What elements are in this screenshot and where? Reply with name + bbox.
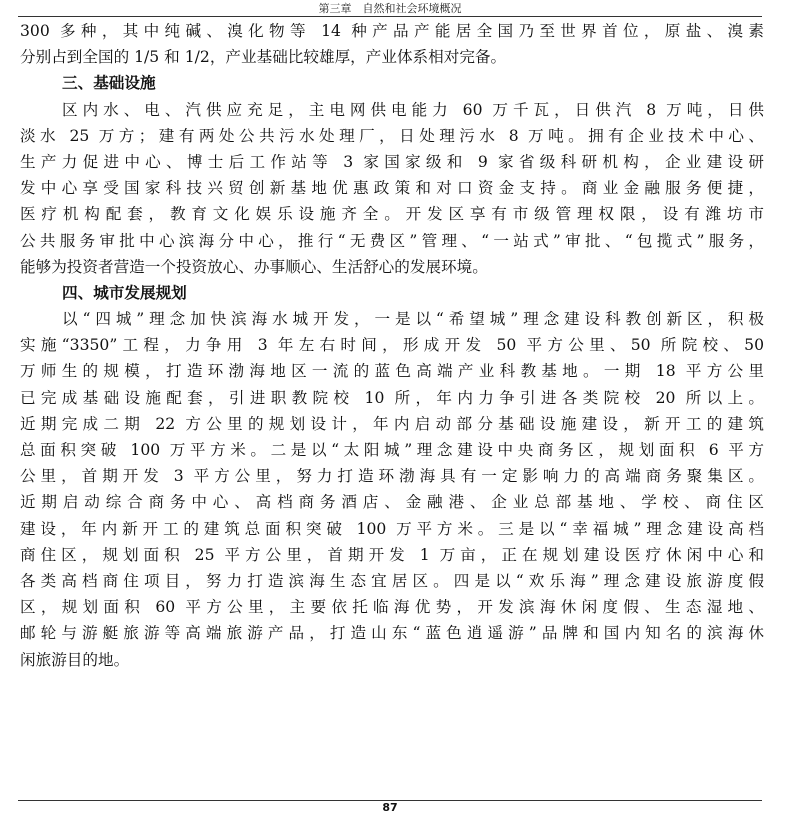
body-text (20, 18, 764, 673)
paragraph-line: 医疗机构配套，教育文化娱乐设施齐全。开发区享有市级管理权限，设有潍坊市 (20, 205, 764, 224)
paragraph-line: 能够为投资者营造一个投资放心、办事顺心、生活舒心的发展环境。 (20, 257, 488, 276)
paragraph-line: 分别占到全国的 1/5 和 1/2，产业基础比较雄厚，产业体系相对完备。 (20, 48, 507, 67)
paragraph-line: 公共服务审批中心滨海分中心，推行“无费区”管理、“一站式”审批、“包揽式”服务， (20, 231, 764, 250)
paragraph-line: 公里，首期开发 3 平方公里，努力打造环渤海具有一定影响力的高端商务聚集区。 (20, 467, 764, 486)
paragraph-line: 万师生的规模，打造环渤海地区一流的蓝色高端产业科教基地。一期 18 平方公里 (20, 362, 764, 381)
paragraph-line: 300 多种，其中纯碱、溴化物等 14 种产品产能居全国乃至世界首位，原盐、溴素 (20, 22, 764, 40)
running-header: 第三章 自然和社会环境概况 (318, 2, 462, 15)
paragraph-line: 邮轮与游艇旅游等高端旅游产品，打造山东“蓝色逍遥游”品牌和国内知名的滨海休 (20, 624, 764, 643)
header-divider (18, 16, 762, 17)
paragraph-line: 建设，年内新开工的建筑总面积突破 100 万平方米。三是以“幸福城”理念建设高档 (20, 519, 764, 538)
paragraph-line: 区内水、电、汽供应充足，主电网供电能力 60 万千瓦，日供汽 8 万吨，日供 (62, 100, 764, 119)
paragraph-line: 生产力促进中心、博士后工作站等 3 家国家级和 9 家省级科研机构，企业建设研 (20, 152, 764, 171)
section-heading-urban-planning: 四、城市发展规划 (62, 283, 187, 302)
paragraph-line: 已完成基础设施配套，引进职教院校 10 所，年内力争引进各类院校 20 所以上。 (20, 388, 764, 407)
paragraph-line: 区，规划面积 60 平方公里，主要依托临海优势，开发滨海休闲度假、生态湿地、 (20, 598, 764, 617)
page-number: 87 (382, 801, 398, 814)
paragraph-line: 近期完成二期 22 方公里的规划设计，年内启动部分基础设施建设，新开工的建筑 (20, 414, 764, 433)
paragraph-line: 各类高档商住项目，努力打造滨海生态宜居区。四是以“欢乐海”理念建设旅游度假 (20, 571, 764, 590)
paragraph-line: 以“四城”理念加快滨海水城开发，一是以“希望城”理念建设科教创新区，积极 (62, 310, 764, 329)
paragraph-line: 近期启动综合商务中心、高档商务酒店、金融港、企业总部基地、学校、商住区 (20, 493, 764, 512)
paragraph-line: 淡水 25 万方；建有两处公共污水处理厂，日处理污水 8 万吨。拥有企业技术中心、 (20, 126, 764, 145)
paragraph-line: 总面积突破 100 万平方米。二是以“太阳城”理念建设中央商务区，规划面积 6 平方 (20, 441, 764, 459)
paragraph-line: 闲旅游目的地。 (20, 650, 130, 669)
section-heading-infrastructure: 三、基础设施 (62, 74, 156, 93)
paragraph-line: 商住区，规划面积 25 平方公里，首期开发 1 万亩，正在规划建设医疗休闲中心和 (20, 545, 764, 564)
paragraph-line: 实施“3350”工程，力争用 3 年左右时间，形成开发 50 平方公里、50 所院校、50 (20, 336, 764, 355)
paragraph-line: 发中心享受国家科技兴贸创新基地优惠政策和对口资金支持。商业金融服务便捷， (20, 179, 764, 198)
